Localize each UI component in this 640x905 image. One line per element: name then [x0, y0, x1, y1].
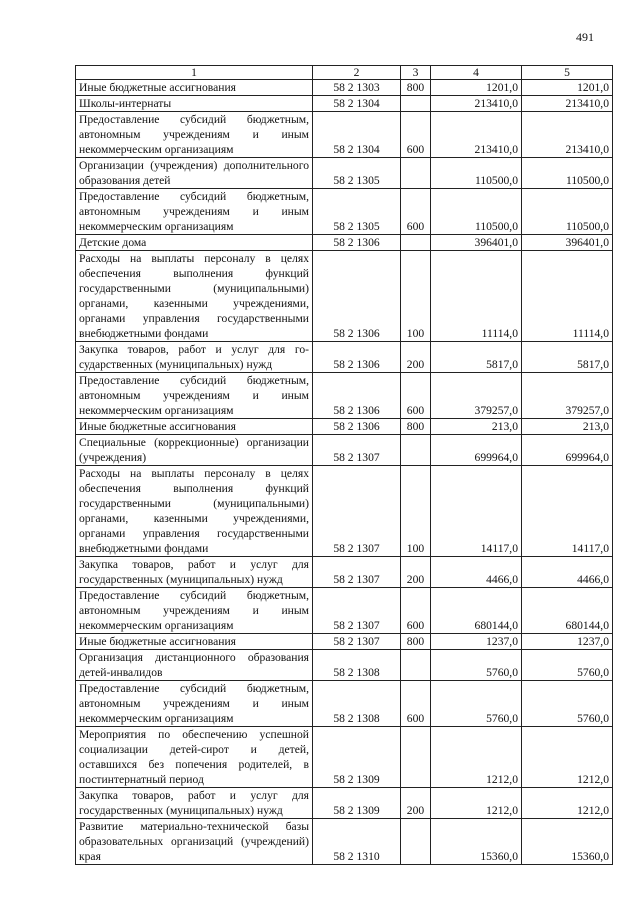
header-cell: 4 — [431, 66, 522, 80]
row-expense-type-cell: 800 — [401, 634, 431, 650]
row-code-cell: 58 2 1308 — [313, 650, 401, 681]
table-row — [76, 158, 613, 189]
row-name-cell: Предоставление субсидий бюджетным, автономным учреждениям и иным некоммерческим организациям — [76, 189, 313, 235]
row-amount-2015-cell: 1237,0 — [522, 634, 613, 650]
row-amount-2015-cell: 5760,0 — [522, 650, 613, 681]
row-expense-type-cell — [401, 819, 431, 865]
row-code-cell: 58 2 1307 — [313, 466, 401, 557]
row-expense-type-cell: 600 — [401, 681, 431, 727]
row-expense-type-cell: 600 — [401, 373, 431, 419]
row-code-cell: 58 2 1304 — [313, 112, 401, 158]
row-expense-type-cell — [401, 96, 431, 112]
row-expense-type-cell — [401, 727, 431, 788]
row-name-cell: Расходы на выплаты персоналу в целях обеспечения выполнения функций государственными (муниципальными) органами, казенными учреждениями, органами управления государственными внебюджетными фондами — [76, 466, 313, 557]
row-code-cell: 58 2 1306 — [313, 419, 401, 435]
row-name-cell: Предоставление субсидий бюджетным, автономным учреждениям и иным некоммерческим организациям — [76, 373, 313, 419]
row-expense-type-cell — [401, 650, 431, 681]
row-expense-type-cell: 100 — [401, 466, 431, 557]
row-amount-2014-cell: 213410,0 — [431, 96, 522, 112]
table-row — [76, 251, 613, 342]
row-expense-type-cell: 800 — [401, 419, 431, 435]
row-amount-2014-cell: 1212,0 — [431, 727, 522, 788]
header-row — [76, 66, 613, 80]
row-expense-type-cell: 200 — [401, 342, 431, 373]
table-row — [76, 435, 613, 466]
row-name-cell: Специальные (коррекционные) организации (учреждения) — [76, 435, 313, 466]
table-row — [76, 342, 613, 373]
row-amount-2014-cell: 4466,0 — [431, 557, 522, 588]
row-expense-type-cell: 100 — [401, 251, 431, 342]
row-amount-2015-cell: 1212,0 — [522, 788, 613, 819]
row-amount-2015-cell: 379257,0 — [522, 373, 613, 419]
row-amount-2014-cell: 1201,0 — [431, 80, 522, 96]
row-amount-2015-cell: 213410,0 — [522, 112, 613, 158]
row-amount-2014-cell: 213,0 — [431, 419, 522, 435]
table-row — [76, 235, 613, 251]
header-cell: 3 — [401, 66, 431, 80]
row-amount-2015-cell: 1201,0 — [522, 80, 613, 96]
header-cell: 1 — [76, 66, 313, 80]
row-amount-2014-cell: 11114,0 — [431, 251, 522, 342]
row-amount-2014-cell: 699964,0 — [431, 435, 522, 466]
row-amount-2014-cell: 14117,0 — [431, 466, 522, 557]
row-amount-2014-cell: 5760,0 — [431, 681, 522, 727]
header-cell: 2 — [313, 66, 401, 80]
row-amount-2014-cell: 1212,0 — [431, 788, 522, 819]
row-code-cell: 58 2 1307 — [313, 435, 401, 466]
table-row — [76, 727, 613, 788]
row-amount-2015-cell: 396401,0 — [522, 235, 613, 251]
row-code-cell: 58 2 1307 — [313, 634, 401, 650]
row-code-cell: 58 2 1306 — [313, 342, 401, 373]
row-expense-type-cell — [401, 235, 431, 251]
row-amount-2015-cell: 699964,0 — [522, 435, 613, 466]
row-amount-2015-cell: 4466,0 — [522, 557, 613, 588]
row-code-cell: 58 2 1309 — [313, 727, 401, 788]
row-name-cell: Расходы на выплаты персоналу в целях обеспечения выполнения функций государственными (муниципальными) органами, казенными учреждениями, органами управления государственными внебюджетными фондами — [76, 251, 313, 342]
row-code-cell: 58 2 1303 — [313, 80, 401, 96]
row-amount-2014-cell: 110500,0 — [431, 189, 522, 235]
row-expense-type-cell — [401, 435, 431, 466]
row-amount-2015-cell: 110500,0 — [522, 189, 613, 235]
row-amount-2014-cell: 1237,0 — [431, 634, 522, 650]
row-name-cell: Предоставление субсидий бюджетным, автономным учреждениям и иным некоммерческим организациям — [76, 681, 313, 727]
row-code-cell: 58 2 1305 — [313, 189, 401, 235]
row-amount-2015-cell: 11114,0 — [522, 251, 613, 342]
row-code-cell: 58 2 1307 — [313, 557, 401, 588]
row-amount-2014-cell: 5760,0 — [431, 650, 522, 681]
table-row — [76, 650, 613, 681]
row-name-cell: Детские дома — [76, 235, 313, 251]
row-code-cell: 58 2 1305 — [313, 158, 401, 189]
row-amount-2015-cell: 5817,0 — [522, 342, 613, 373]
page-number: 491 — [576, 30, 594, 44]
row-code-cell: 58 2 1307 — [313, 588, 401, 634]
row-name-cell: Иные бюджетные ассигнования — [76, 634, 313, 650]
row-expense-type-cell: 600 — [401, 112, 431, 158]
table-row — [76, 588, 613, 634]
row-amount-2014-cell: 110500,0 — [431, 158, 522, 189]
row-code-cell: 58 2 1310 — [313, 819, 401, 865]
row-code-cell: 58 2 1309 — [313, 788, 401, 819]
row-name-cell: Иные бюджетные ассигнования — [76, 419, 313, 435]
row-amount-2014-cell: 15360,0 — [431, 819, 522, 865]
table-row — [76, 557, 613, 588]
row-expense-type-cell: 200 — [401, 788, 431, 819]
row-name-cell: Развитие материально-технической базы образовательных организаций (учреждений) края — [76, 819, 313, 865]
row-name-cell: Организации (учреждения) дополнительного образования детей — [76, 158, 313, 189]
row-amount-2014-cell: 396401,0 — [431, 235, 522, 251]
table-row — [76, 112, 613, 158]
row-code-cell: 58 2 1306 — [313, 251, 401, 342]
row-expense-type-cell — [401, 158, 431, 189]
row-amount-2014-cell: 379257,0 — [431, 373, 522, 419]
row-amount-2015-cell: 5760,0 — [522, 681, 613, 727]
row-amount-2014-cell: 5817,0 — [431, 342, 522, 373]
row-name-cell: Предоставление субсидий бюджетным, автономным учреждениям и иным некоммерческим организациям — [76, 588, 313, 634]
row-expense-type-cell: 800 — [401, 80, 431, 96]
row-amount-2015-cell: 213410,0 — [522, 96, 613, 112]
row-amount-2015-cell: 680144,0 — [522, 588, 613, 634]
table-row — [76, 466, 613, 557]
table-row — [76, 819, 613, 865]
row-amount-2015-cell: 15360,0 — [522, 819, 613, 865]
row-name-cell: Иные бюджетные ассигнования — [76, 80, 313, 96]
table-row — [76, 373, 613, 419]
row-name-cell: Мероприятия по обеспечению успешной социализации детей-сирот и детей, оставшихся без попечения родителей, в постинтернатный период — [76, 727, 313, 788]
row-amount-2015-cell: 110500,0 — [522, 158, 613, 189]
table-row — [76, 788, 613, 819]
row-expense-type-cell: 600 — [401, 588, 431, 634]
row-name-cell: Закупка товаров, работ и услуг для государственных (муниципальных) нужд — [76, 788, 313, 819]
row-name-cell: Закупка товаров, работ и услуг для государственных (муниципальных) нужд — [76, 557, 313, 588]
row-code-cell: 58 2 1306 — [313, 235, 401, 251]
table-row — [76, 80, 613, 96]
table-row — [76, 419, 613, 435]
row-name-cell: Школы-интернаты — [76, 96, 313, 112]
row-amount-2015-cell: 1212,0 — [522, 727, 613, 788]
row-name-cell: Закупка товаров, работ и услуг для государственных (муниципальных) нужд — [76, 342, 313, 373]
row-code-cell: 58 2 1304 — [313, 96, 401, 112]
row-name-cell: Предоставление субсидий бюджетным, автономным учреждениям и иным некоммерческим организациям — [76, 112, 313, 158]
row-amount-2015-cell: 213,0 — [522, 419, 613, 435]
row-code-cell: 58 2 1308 — [313, 681, 401, 727]
row-name-cell: Организация дистанционного образования детей-инвалидов — [76, 650, 313, 681]
table-row — [76, 96, 613, 112]
table-row — [76, 634, 613, 650]
row-code-cell: 58 2 1306 — [313, 373, 401, 419]
table-row — [76, 189, 613, 235]
table-row — [76, 681, 613, 727]
row-amount-2014-cell: 213410,0 — [431, 112, 522, 158]
row-expense-type-cell: 200 — [401, 557, 431, 588]
row-amount-2015-cell: 14117,0 — [522, 466, 613, 557]
header-cell: 5 — [522, 66, 613, 80]
budget-table — [75, 65, 613, 865]
row-expense-type-cell: 600 — [401, 189, 431, 235]
row-amount-2014-cell: 680144,0 — [431, 588, 522, 634]
